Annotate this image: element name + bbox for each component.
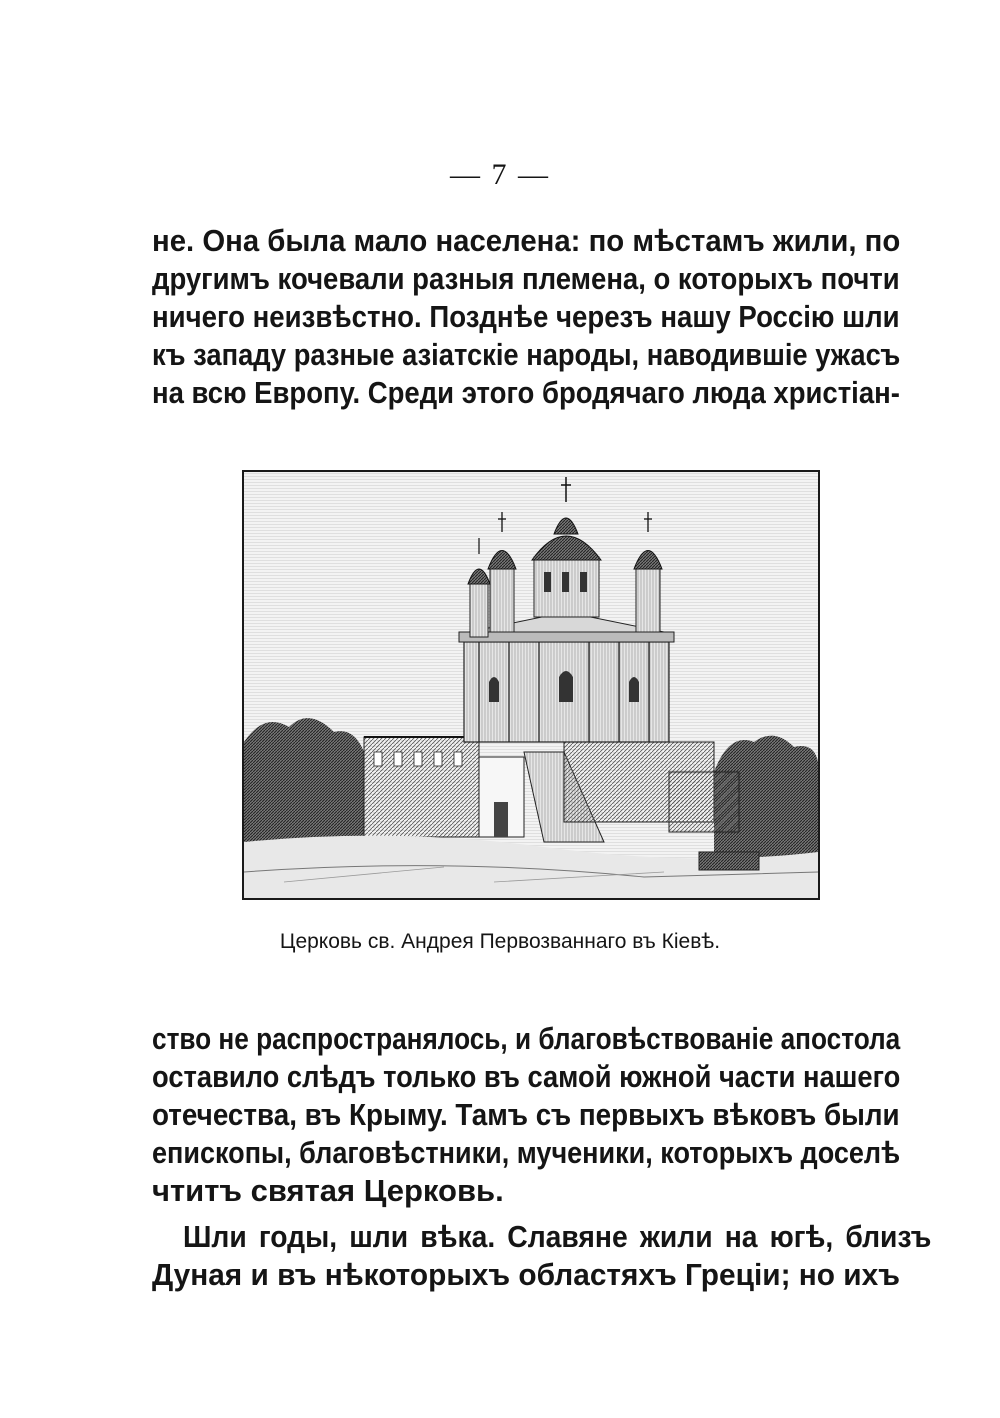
text-line: оставило слѣдъ только въ самой южной части нашего (152, 1059, 901, 1094)
text-line: Дуная и въ нѣкоторыхъ областяхъ Греціи; но ихъ (152, 1257, 900, 1292)
text-line: къ западу разные азіатскіе народы, наводившіе ужасъ (152, 337, 901, 372)
text-line: чтитъ святая Церковь. (152, 1173, 504, 1208)
text-line: ничего неизвѣстно. Позднѣе черезъ нашу Россію шли (152, 299, 900, 334)
text-line: на всю Европу. Среди этого бродячаго люда христіан- (152, 375, 900, 410)
text-line: другимъ кочевали разныя племена, о которыхъ почти (152, 261, 900, 296)
figure-caption: Церковь св. Андрея Первозваннаго въ Кіевѣ. (279, 930, 721, 953)
text-line: епископы, благовѣстники, мученики, которыхъ доселѣ (152, 1135, 901, 1170)
church-engraving-drawing (244, 472, 818, 898)
page-number: — 7 — (450, 158, 550, 191)
paragraph-top (152, 222, 900, 412)
text-line: ство не распространялось, и благовѣствованіе апостола (152, 1021, 901, 1056)
paragraph-bottom (152, 1020, 932, 1294)
church-illustration (242, 470, 820, 900)
text-line: не. Она была мало населена: по мѣстамъ жили, по (152, 223, 901, 258)
text-line: отечества, въ Крыму. Тамъ съ первыхъ вѣковъ были (152, 1097, 900, 1132)
text-line: Шли годы, шли вѣка. Славяне жили на югѣ, близъ (183, 1219, 932, 1254)
